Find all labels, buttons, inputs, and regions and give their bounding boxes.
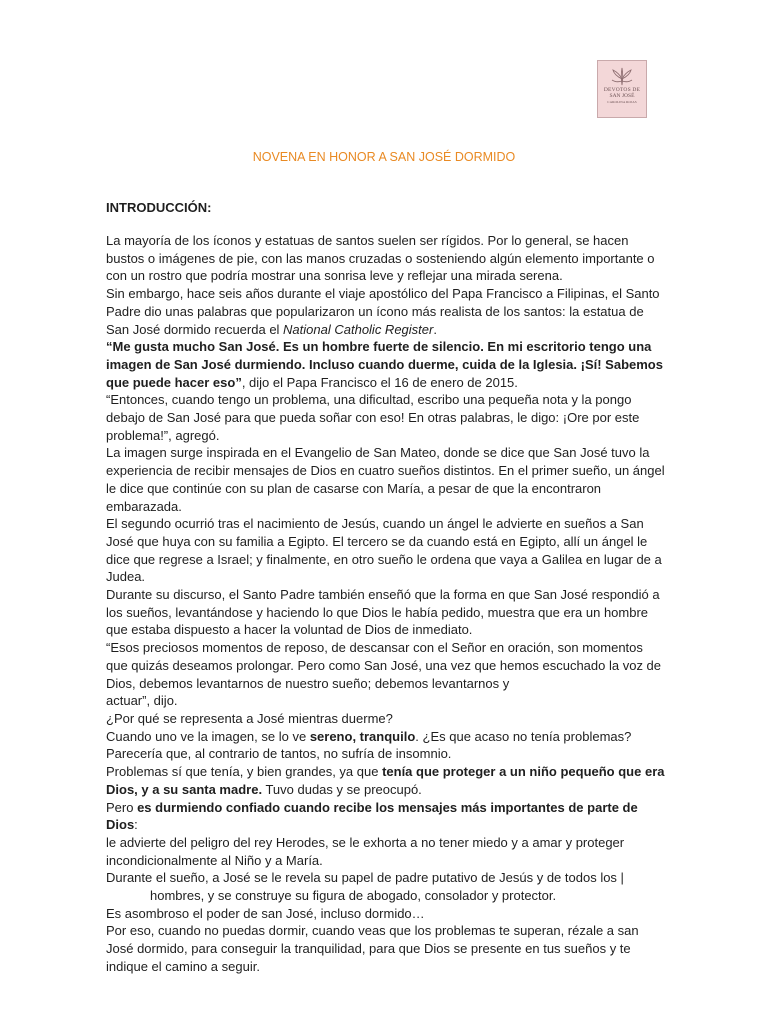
lily-flower-icon xyxy=(610,65,634,87)
logo-text-line2: SAN JOSÉ xyxy=(609,93,635,99)
section-heading-introduccion: INTRODUCCIÓN: xyxy=(106,200,212,215)
paragraph-10-question: ¿Por qué se representa a José mientras duerme? xyxy=(106,710,393,726)
paragraph-7: Durante su discurso, el Santo Padre también enseñó que la forma en que San José respondió a los sueños, levantándose y haciendo lo que Dios le había pedido, muestra que era un hombre que estaba dispuesto a hacer la voluntad de Dios de inmediato. xyxy=(106,587,660,638)
paragraph-8: “Esos preciosos momentos de reposo, de descansar con el Señor en oración, son momentos que quizás deseamos prolongar. Pero como San José, una vez que hemos escuchado la voz de Dios, debemos levantarnos de nuestro sueño; debemos levantarnos y xyxy=(106,640,662,691)
document-body xyxy=(106,232,666,976)
paragraph-4: “Entonces, cuando tengo un problema, una dificultad, escribo una pequeña nota y la pongo debajo de San José para que pueda soñar con eso! En otras palabras, le digo: ¡Ore por este problema!”, agregó. xyxy=(106,392,640,443)
paragraph-3-quote: “Me gusta mucho San José. Es un hombre fuerte de silencio. En mi escritorio tengo una imagen de San José durmiendo. Incluso cuando duerme, cuida de la Iglesia. ¡Sí! Sabemos que puede hacer eso”, dijo el Papa Francisco el 16 de enero de 2015. xyxy=(106,339,663,390)
paragraph-9: actuar”, dijo. xyxy=(106,693,178,709)
paragraph-12: Problemas sí que tenía, y bien grandes, ya que tenía que proteger a un niño pequeño que era Dios, y a su santa madre. Tuvo dudas y se preocupó. xyxy=(106,764,665,797)
paragraph-11: Cuando uno ve la imagen, se lo ve sereno, tranquilo. ¿Es que acaso no tenía problemas? Parecería que, al contrario de tantos, no sufría de insomnio. xyxy=(106,728,632,762)
paragraph-16-indented: hombres, y se construye su figura de abogado, consolador y protector. xyxy=(150,888,557,904)
paragraph-6: El segundo ocurrió tras el nacimiento de Jesús, cuando un ángel le advierte en sueños a San José que huya con su familia a Egipto. El tercero se da cuando está en Egipto, allí un ángel le dice que regrese a Israel; y finalmente, en otro sueño le ordena que vaya a Galilea en lugar de a Judea. xyxy=(106,516,662,585)
paragraph-13: Pero es durmiendo confiado cuando recibe los mensajes más importantes de parte de Dios: xyxy=(106,799,638,833)
logo-text-line1: DEVOTOS DE xyxy=(603,87,641,93)
publication-name: National Catholic Register xyxy=(283,321,434,337)
logo-text-line3: CAROLINA ROJAS xyxy=(607,100,637,104)
paragraph-5: La imagen surge inspirada en el Evangelio de San Mateo, donde se dice que San José tuvo la experiencia de recibir mensajes de Dios en cuatro sueños distintos. En el primer sueño, un ángel le dice que continúe con su plan de casarse con María, a pesar de que la encontraron embarazada. xyxy=(106,445,665,514)
paragraph-2: Sin embargo, hace seis años durante el viaje apostólico del Papa Francisco a Filipinas, el Santo Padre dio unas palabras que popularizaron un ícono más realista de los santos: la estatua de San José dormido recuerda el National Catholic Register. xyxy=(106,286,660,337)
paragraph-14: le advierte del peligro del rey Herodes, se le exhorta a no tener miedo y a amar y proteger incondicionalmente al Niño y a María. xyxy=(106,834,625,868)
paragraph-15: Durante el sueño, a José se le revela su papel de padre putativo de Jesús y de todos los | xyxy=(106,870,624,886)
devotos-de-san-jose-logo xyxy=(597,60,647,118)
paragraph-17: Es asombroso el poder de san José, incluso dormido… xyxy=(106,905,425,921)
paragraph-1: La mayoría de los íconos y estatuas de santos suelen ser rígidos. Por lo general, se hacen bustos o imágenes de pie, con las manos cruzadas o sosteniendo algún elemento importante o con un rostro que podría mostrar una sonrisa leve y reflejar una mirada serena. xyxy=(106,233,655,284)
document-title: NOVENA EN HONOR A SAN JOSÉ DORMIDO xyxy=(252,150,516,164)
paragraph-18: Por eso, cuando no puedas dormir, cuando veas que los problemas te superan, rézale a san José dormido, para conseguir la tranquilidad, para que Dios se presente en tus sueños y te indique el camino a seguir. xyxy=(106,923,639,974)
